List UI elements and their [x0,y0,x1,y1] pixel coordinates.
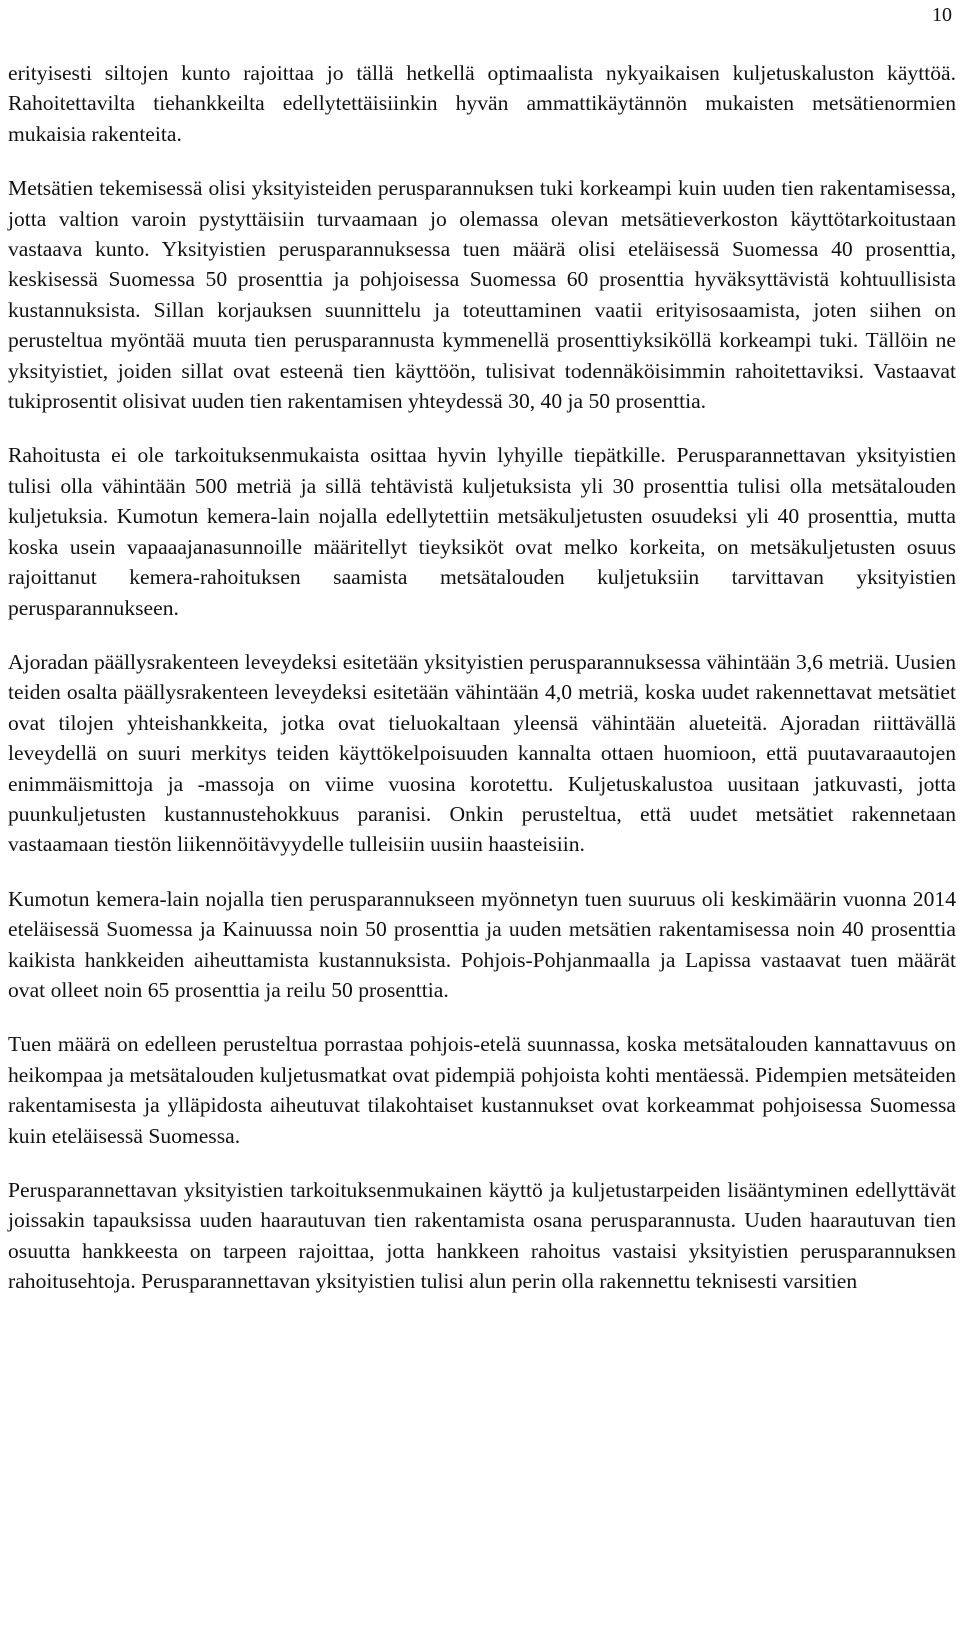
paragraph-6: Tuen määrä on edelleen perusteltua porrastaa pohjois-etelä suunnassa, koska metsätalouden kannattavuus on heikompaa ja metsätalouden kuljetusmatkat ovat pidempiä pohjoista kohti mentäessä. Pidempien metsäteiden rakentamisesta ja ylläpidosta aiheutuvat tilakohtaiset kustannukset ovat korkeammat pohjoisessa Suomessa kuin eteläisessä Suomessa. [8,1032,956,1148]
paragraph-1: erityisesti siltojen kunto rajoittaa jo tällä hetkellä optimaalista nykyaikaisen kuljetuskaluston käyttöä. Rahoitettavilta tiehankkeilta edellytettäisiinkin hyvän ammattikäytännön mukaisten metsätienormien mukaisia rakenteita. [8,61,956,146]
paragraph-7: Perusparannettavan yksityistien tarkoituksenmukainen käyttö ja kuljetustarpeiden lisääntyminen edellyttävät joissakin tapauksissa uuden haarautuvan tien rakentamista osana perusparannusta. Uuden haarautuvan tien osuutta hankkeesta on tarpeen rajoittaa, jotta hankkeen rahoitus vastaisi yksityistien perusparannuksen rahoitusehtoja. Perusparannettavan yksityistien tulisi alun perin olla rakennettu teknisesti varsitien [8,1178,956,1294]
paragraph-2: Metsätien tekemisessä olisi yksityisteiden perusparannuksen tuki korkeampi kuin uuden tien rakentamisessa, jotta valtion varoin pystyttäisiin turvaamaan jo olemassa olevan metsätieverkoston käyttötarkoitustaan vastaava kunto. Yksityistien perusparannuksessa tuen määrä olisi eteläisessä Suomessa 40 prosenttia, keskisessä Suomessa 50 prosenttia ja pohjoisessa Suomessa 60 prosenttia hyväksyttävistä kohtuullisista kustannuksista. Sillan korjauksen suunnittelu ja toteuttaminen vaatii erityisosaamista, joten siihen on perusteltua myöntää muuta tien perusparannusta kymmenellä prosenttiyksiköllä korkeampi tuki. Tällöin ne yksityistiet, joiden sillat ovat esteenä tien käyttöön, tulisivat todennäköisimmin rahoitettaviksi. Vastaavat tukiprosentit olisivat uuden tien rakentamisen yhteydessä 30, 40 ja 50 prosenttia. [8,176,956,414]
paragraph-3: Rahoitusta ei ole tarkoituksenmukaista osittaa hyvin lyhyille tiepätkille. Perusparannettavan yksityistien tulisi olla vähintään 500 metriä ja sillä tehtävistä kuljetuksista yli 30 prosenttia tulisi olla metsätalouden kuljetuksia. Kumotun kemera-lain nojalla edellytettiin metsäkuljetusten osuudeksi yli 40 prosenttia, mutta koska usein vapaaajanasunnoille määritellyt tieyksiköt ovat melko korkeita, on metsäkuljetusten osuus rajoittanut kemera-rahoituksen saamista metsätalouden kuljetuksiin tarvittavan yksityistien perusparannukseen. [8,443,956,620]
paragraph-5: Kumotun kemera-lain nojalla tien perusparannukseen myönnetyn tuen suuruus oli keskimäärin vuonna 2014 eteläisessä Suomessa ja Kainuussa noin 50 prosenttia ja uuden metsätien rakentamisessa noin 40 prosenttia kaikista hankkeiden aiheuttamista kustannuksista. Pohjois-Pohjanmaalla ja Lapissa vastaavat tuen määrät ovat olleet noin 65 prosenttia ja reilu 50 prosenttia. [8,886,956,1002]
body-text [8,58,956,1297]
page-number: 10 [932,4,952,26]
paragraph-4: Ajoradan päällysrakenteen leveydeksi esitetään yksityistien perusparannuksessa vähintään 3,6 metriä. Uusien teiden osalta päällysrakenteen leveydeksi esitetään vähintään 4,0 metriä, koska uudet rakennettavat metsätiet ovat tilojen yhteishankkeita, jotka ovat tieluokaltaan yleensä vähintään alueteitä. Ajoradan riittävällä leveydellä on suuri merkitys teiden käyttökelpoisuuden kannalta ottaen huomioon, että puutavaraautojen enimmäismittoja ja -massoja on viime vuosina korotettu. Kuljetuskalustoa uusitaan jatkuvasti, jotta puunkuljetusten kustannustehokkuus paranisi. Onkin perusteltua, että uudet metsätiet rakennetaan vastaamaan tiestön liikennöitävyydelle tulleisiin uusiin haasteisiin. [8,649,956,857]
